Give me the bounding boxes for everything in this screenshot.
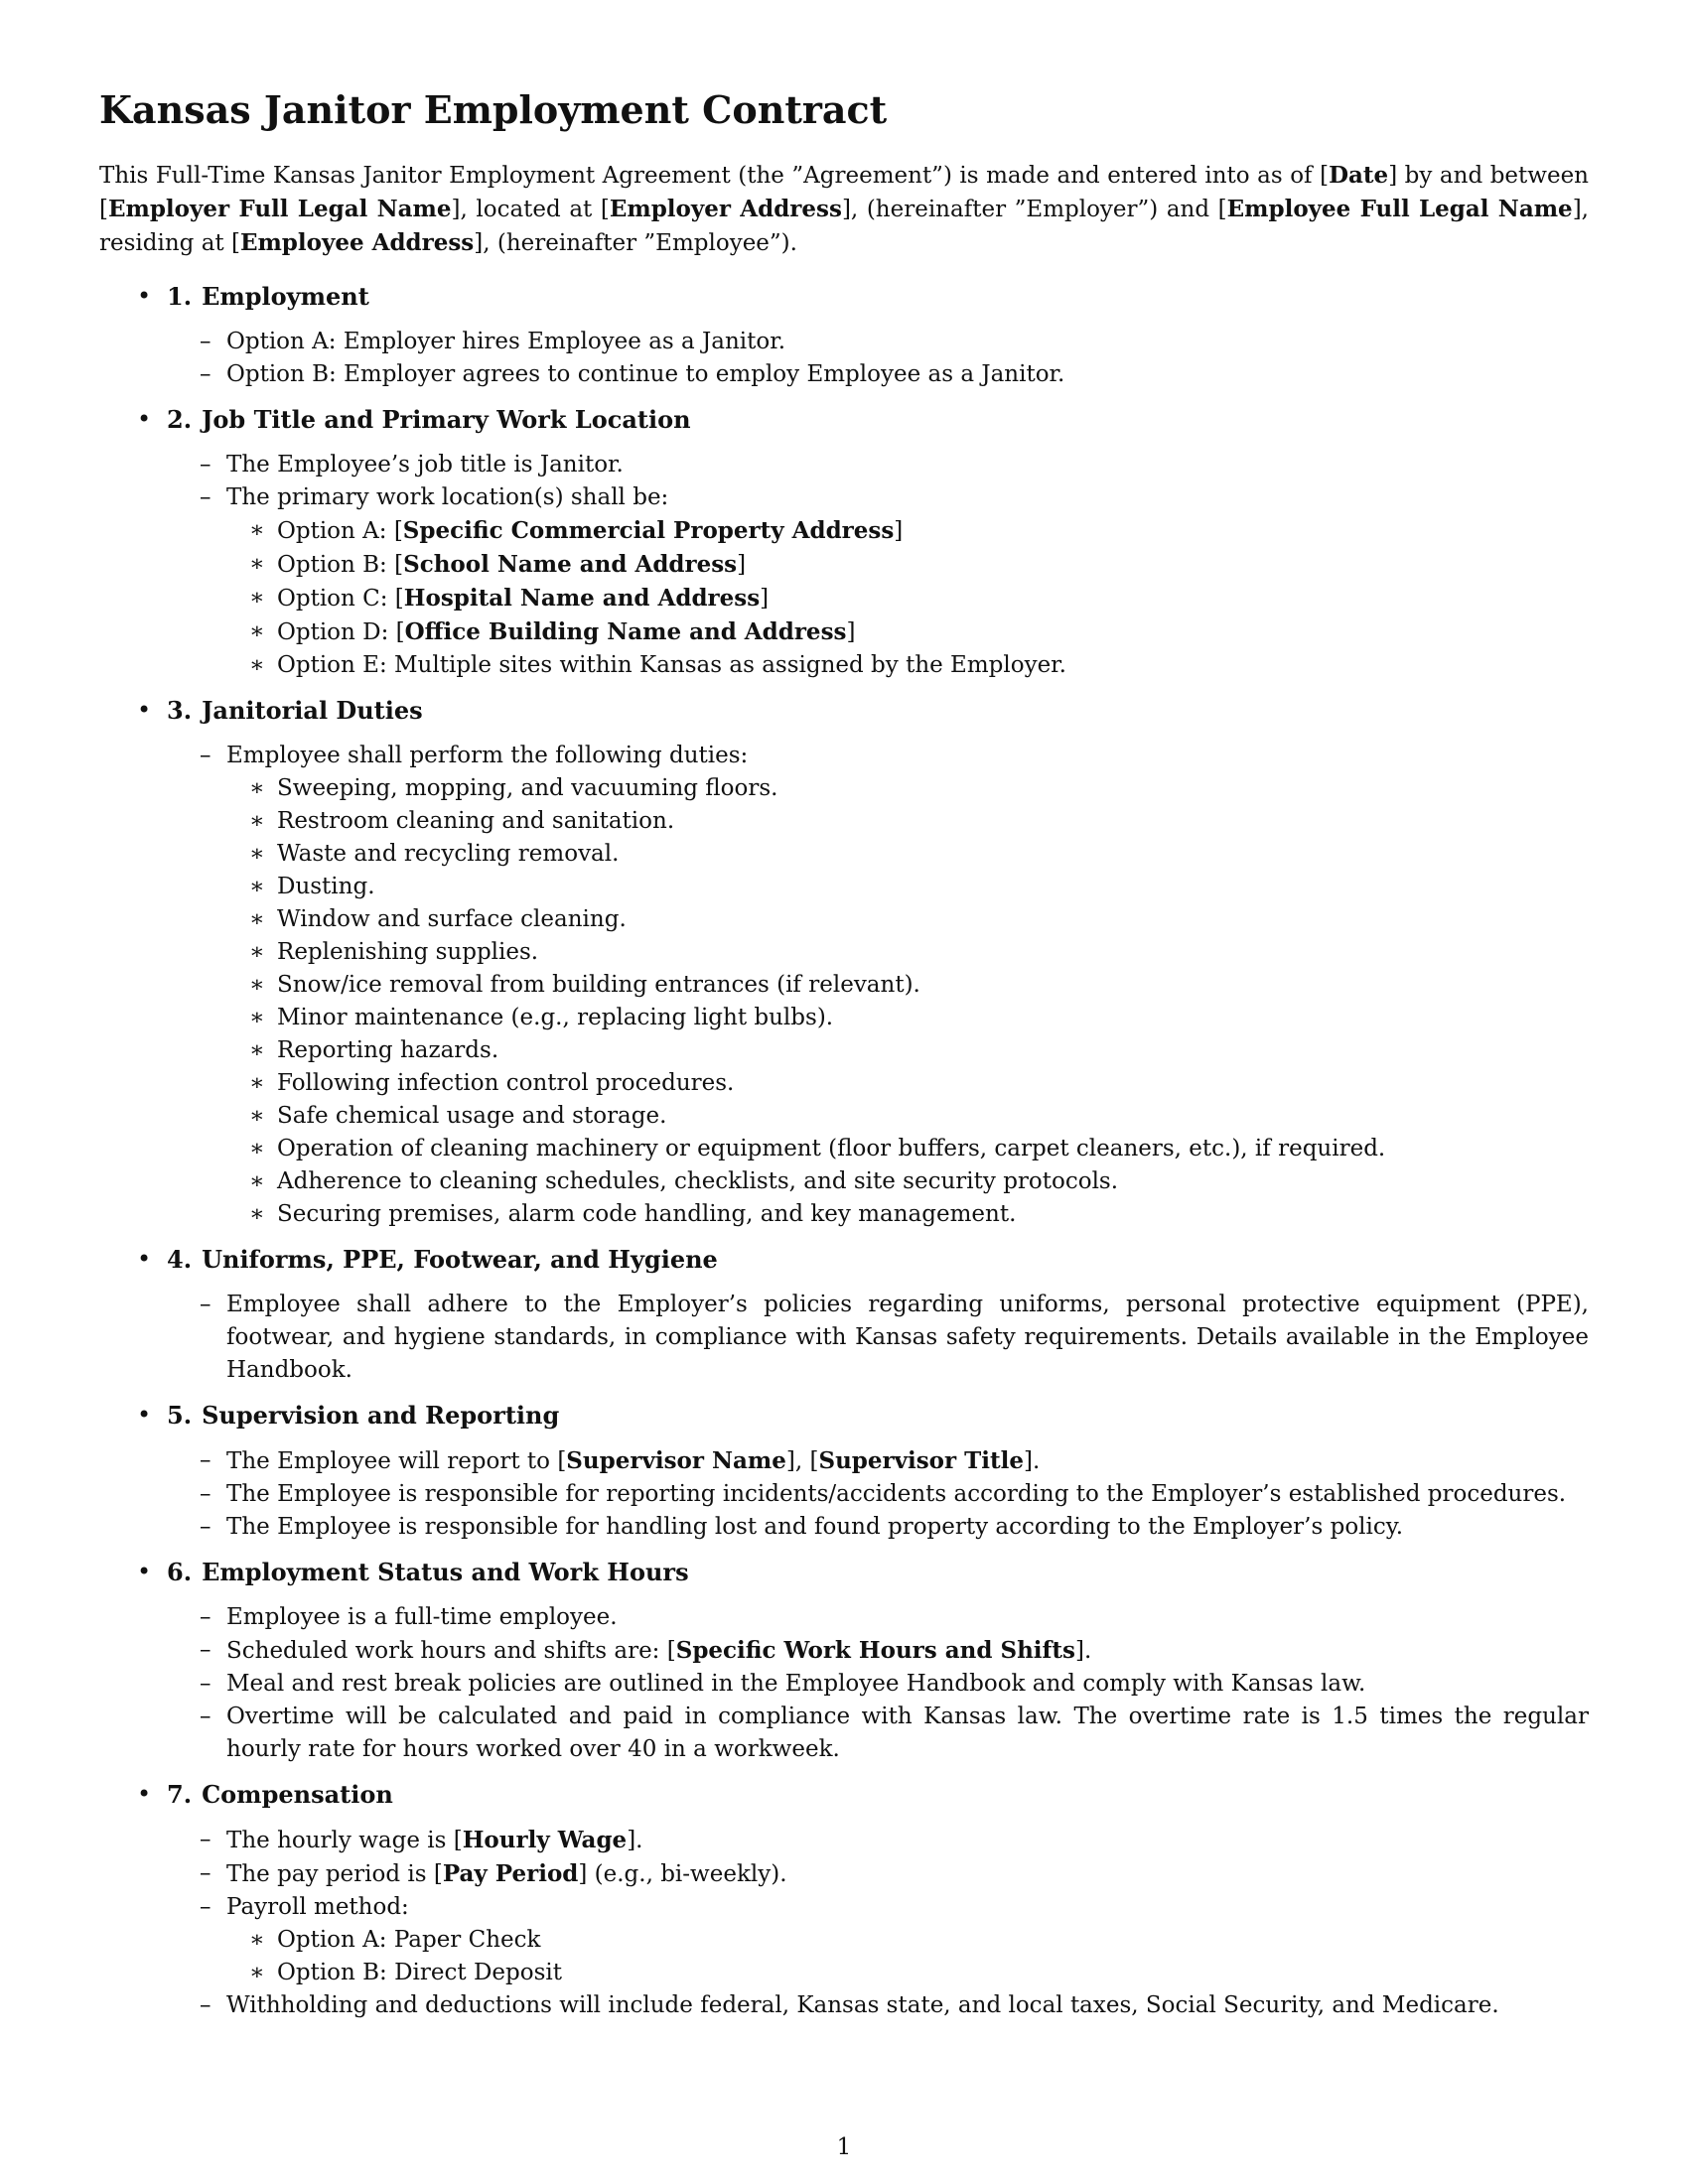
- text-run: Withholding and deductions will include federal, Kansas state, and local taxes, Social Security, and Medicare.: [226, 1991, 1499, 2018]
- clause-list: [167, 1444, 1589, 1544]
- section-title: Supervision and Reporting: [202, 1400, 560, 1430]
- sub-clause-list: [226, 514, 1589, 682]
- text-run: ], residing at [: [99, 196, 1589, 256]
- text-run: ].: [627, 1827, 643, 1853]
- section-number: 2.: [167, 404, 193, 434]
- clause-item: [167, 358, 1589, 391]
- sub-clause-list: [226, 1924, 1589, 1989]
- section-title: Uniforms, PPE, Footwear, and Hygiene: [202, 1244, 718, 1274]
- clause-list: [167, 740, 1589, 1231]
- section-4: [99, 1243, 1589, 1387]
- section-list: [99, 280, 1589, 2022]
- sub-clause-item: [226, 805, 1589, 838]
- text-run: Option D: [: [277, 618, 405, 645]
- section-heading: [167, 403, 1589, 436]
- sub-clause-item: [226, 1165, 1589, 1198]
- text-run: Restroom cleaning and sanitation.: [277, 807, 675, 834]
- section-heading: [167, 1399, 1589, 1432]
- section-number: 6.: [167, 1557, 193, 1586]
- text-run: ], (hereinafter ”Employer”) and [: [841, 196, 1227, 222]
- section-7: [99, 1778, 1589, 2022]
- text-run: ], [: [785, 1447, 819, 1474]
- clause-item: [167, 481, 1589, 682]
- placeholder-field: Employee Full Legal Name: [1226, 195, 1573, 222]
- text-run: The primary work location(s) shall be:: [226, 483, 669, 510]
- text-run: The hourly wage is [: [226, 1827, 463, 1853]
- text-run: Adherence to cleaning schedules, checklists, and site security protocols.: [277, 1167, 1119, 1194]
- section-number: 4.: [167, 1244, 193, 1274]
- text-run: ]: [846, 618, 856, 645]
- text-run: ].: [1023, 1447, 1041, 1474]
- text-run: Operation of cleaning machinery or equipment (floor buffers, carpet cleaners, etc.), if required.: [277, 1135, 1386, 1161]
- text-run: Employee is a full-time employee.: [226, 1603, 618, 1630]
- clause-item: [167, 1989, 1589, 2022]
- text-run: ] by and between [: [99, 162, 1589, 222]
- section-heading: [167, 1556, 1589, 1588]
- text-run: Option B: [: [277, 551, 404, 578]
- clause-item: [167, 1601, 1589, 1634]
- text-run: Option B: Employer agrees to continue to employ Employee as a Janitor.: [226, 360, 1065, 387]
- sub-clause-item: [226, 649, 1589, 682]
- page-number: 1: [836, 2134, 852, 2160]
- text-run: Reporting hazards.: [277, 1036, 499, 1063]
- clause-item: [167, 326, 1589, 358]
- text-run: ]: [737, 551, 747, 578]
- text-run: ]: [760, 585, 770, 612]
- text-run: Option B: Direct Deposit: [277, 1959, 562, 1985]
- placeholder-field: Date: [1329, 161, 1389, 189]
- sub-clause-item: [226, 514, 1589, 548]
- text-run: ], (hereinafter ”Employee”).: [474, 229, 797, 256]
- clause-list: [167, 326, 1589, 391]
- section-title: Janitorial Duties: [202, 695, 423, 725]
- text-run: Dusting.: [277, 873, 375, 899]
- text-run: ]: [894, 517, 904, 544]
- text-run: Safe chemical usage and storage.: [277, 1102, 667, 1129]
- section-number: 5.: [167, 1400, 193, 1430]
- sub-clause-item: [226, 772, 1589, 805]
- clause-list: [167, 1601, 1589, 1766]
- sub-clause-item: [226, 1002, 1589, 1034]
- text-run: This Full-Time Kansas Janitor Employment Agreement (the ”Agreement”) is made and entered into as of: [99, 162, 1321, 189]
- section-number: 7.: [167, 1779, 193, 1809]
- placeholder-field: Supervisor Title: [818, 1446, 1024, 1474]
- section-2: [99, 403, 1589, 682]
- text-run: Employee shall adhere to the Employer’s policies regarding uniforms, personal protective equipment (PPE), footwear, and hygiene standards, in compliance with Kansas safety requirements. Details available in the Employee Handbook.: [226, 1291, 1589, 1383]
- clause-item: [167, 1634, 1589, 1668]
- section-title: Employment Status and Work Hours: [202, 1557, 689, 1586]
- placeholder-field: Pay Period: [442, 1859, 579, 1887]
- clause-item: [167, 1701, 1589, 1766]
- text-run: Window and surface cleaning.: [277, 905, 627, 932]
- clause-list: [167, 1289, 1589, 1387]
- text-run: Replenishing supplies.: [277, 938, 539, 965]
- text-run: Overtime will be calculated and paid in compliance with Kansas law. The overtime rate is 1.5 times the regular hourly rate for hours worked over 40 in a workweek.: [226, 1703, 1589, 1762]
- text-run: Payroll method:: [226, 1893, 409, 1920]
- text-run: Meal and rest break policies are outlined in the Employee Handbook and comply with Kansas law.: [226, 1670, 1366, 1697]
- section-heading: [167, 1778, 1589, 1811]
- section-3: [99, 694, 1589, 1231]
- text-run: ] (e.g., bi-weekly).: [578, 1860, 787, 1887]
- clause-list: [167, 449, 1589, 682]
- text-run: Option A: Employer hires Employee as a Janitor.: [226, 328, 786, 354]
- section-6: [99, 1556, 1589, 1766]
- text-run: [: [1320, 162, 1330, 189]
- placeholder-field: Supervisor Name: [566, 1446, 786, 1474]
- sub-clause-item: [226, 903, 1589, 936]
- text-run: Option E: Multiple sites within Kansas as assigned by the Employer.: [277, 651, 1066, 678]
- section-title: Employment: [202, 281, 369, 311]
- clause-list: [167, 1824, 1589, 2022]
- sub-clause-item: [226, 871, 1589, 903]
- intro-paragraph: [99, 159, 1589, 260]
- sub-clause-item: [226, 936, 1589, 969]
- placeholder-field: Hourly Wage: [462, 1826, 628, 1853]
- section-heading: [167, 1243, 1589, 1276]
- text-run: Employee shall perform the following duties:: [226, 742, 749, 768]
- placeholder-field: Specific Commercial Property Address: [402, 516, 895, 544]
- section-title: Compensation: [202, 1779, 393, 1809]
- contract-page: [99, 87, 1589, 2034]
- sub-clause-item: [226, 969, 1589, 1002]
- text-run: Option A: [: [277, 517, 403, 544]
- sub-clause-item: [226, 548, 1589, 582]
- clause-item: [167, 1857, 1589, 1891]
- section-1: [99, 280, 1589, 391]
- placeholder-field: School Name and Address: [403, 550, 738, 578]
- text-run: The pay period is [: [226, 1860, 443, 1887]
- section-title: Job Title and Primary Work Location: [202, 404, 691, 434]
- sub-clause-item: [226, 1034, 1589, 1067]
- section-5: [99, 1399, 1589, 1544]
- section-heading: [167, 694, 1589, 727]
- text-run: Scheduled work hours and shifts are: [: [226, 1637, 676, 1664]
- sub-clause-item: [226, 1924, 1589, 1957]
- text-run: Waste and recycling removal.: [277, 840, 620, 867]
- text-run: The Employee’s job title is Janitor.: [226, 451, 624, 478]
- placeholder-field: Office Building Name and Address: [404, 617, 847, 645]
- clause-item: [167, 740, 1589, 1231]
- sub-clause-item: [226, 1198, 1589, 1231]
- placeholder-field: Employee Address: [239, 228, 475, 256]
- section-heading: [167, 280, 1589, 313]
- document-title: Kansas Janitor Employment Contract: [99, 87, 888, 132]
- placeholder-field: Employer Full Legal Name: [107, 195, 452, 222]
- section-number: 1.: [167, 281, 193, 311]
- clause-item: [167, 1824, 1589, 1857]
- sub-clause-item: [226, 1100, 1589, 1133]
- clause-item: [167, 1891, 1589, 1989]
- text-run: Option C: [: [277, 585, 404, 612]
- text-run: Snow/ice removal from building entrances (if relevant).: [277, 971, 920, 998]
- text-run: Option A: Paper Check: [277, 1926, 541, 1953]
- sub-clause-item: [226, 1957, 1589, 1989]
- sub-clause-item: [226, 1067, 1589, 1100]
- clause-item: [167, 449, 1589, 481]
- sub-clause-item: [226, 838, 1589, 871]
- clause-item: [167, 1668, 1589, 1701]
- clause-item: [167, 1444, 1589, 1478]
- text-run: Minor maintenance (e.g., replacing light bulbs).: [277, 1004, 834, 1030]
- placeholder-field: Hospital Name and Address: [403, 584, 761, 612]
- text-run: ], located at [: [451, 196, 610, 222]
- sub-clause-list: [226, 772, 1589, 1231]
- text-run: The Employee is responsible for reporting incidents/accidents according to the Employer’s established procedures.: [226, 1480, 1567, 1507]
- clause-item: [167, 1511, 1589, 1544]
- text-run: Securing premises, alarm code handling, and key management.: [277, 1200, 1017, 1227]
- text-run: Following infection control procedures.: [277, 1069, 735, 1096]
- text-run: The Employee will report to [: [226, 1447, 567, 1474]
- text-run: ].: [1075, 1637, 1092, 1664]
- clause-item: [167, 1289, 1589, 1387]
- placeholder-field: Employer Address: [609, 195, 842, 222]
- text-run: Sweeping, mopping, and vacuuming floors.: [277, 774, 778, 801]
- sub-clause-item: [226, 1133, 1589, 1165]
- placeholder-field: Specific Work Hours and Shifts: [675, 1636, 1075, 1664]
- clause-item: [167, 1478, 1589, 1511]
- text-run: The Employee is responsible for handling lost and found property according to the Employer’s policy.: [226, 1513, 1404, 1540]
- sub-clause-item: [226, 582, 1589, 615]
- sub-clause-item: [226, 615, 1589, 649]
- section-number: 3.: [167, 695, 193, 725]
